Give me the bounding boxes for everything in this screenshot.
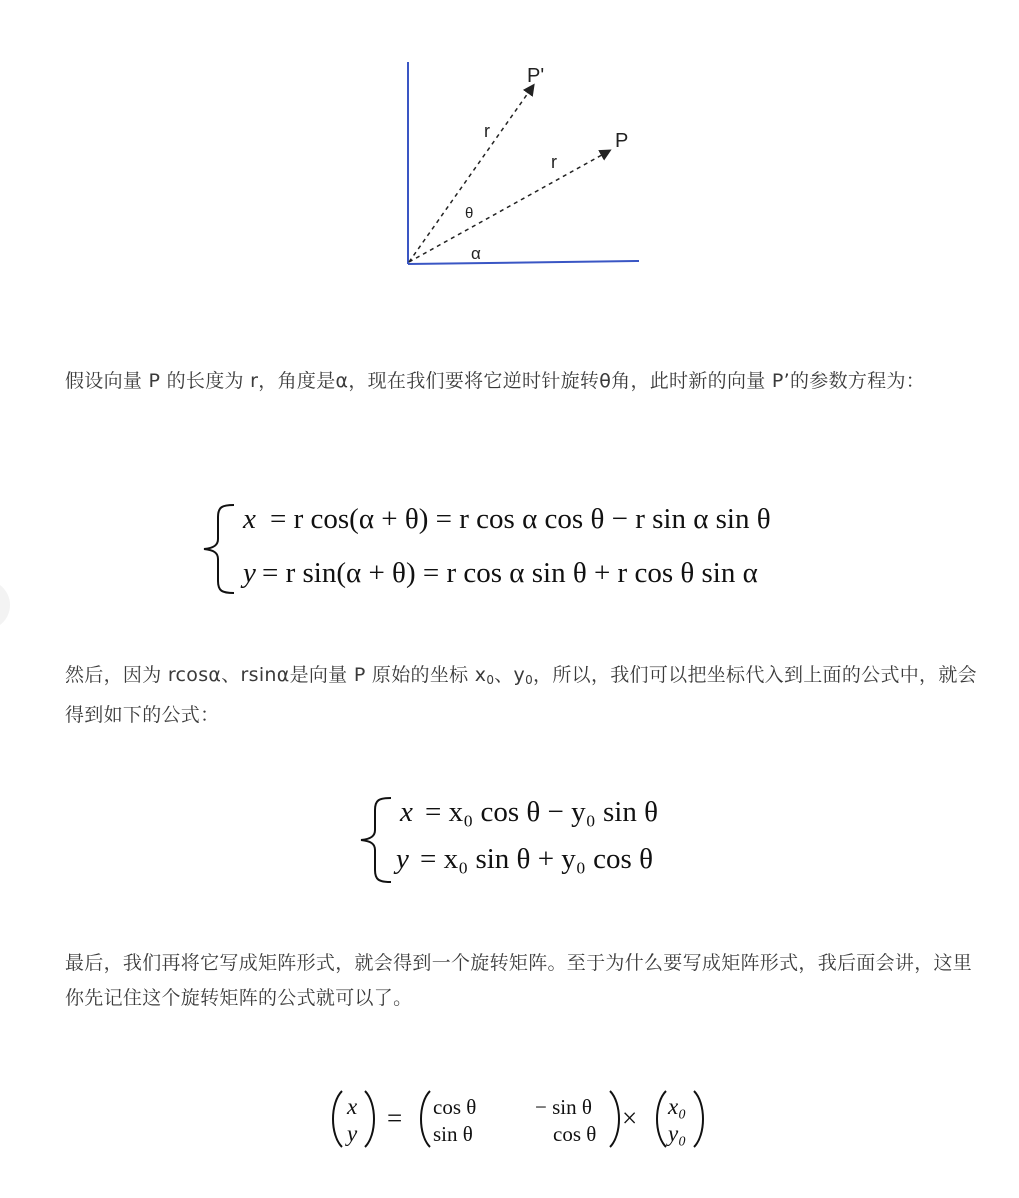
eq1-line2-rest: = r sin(α + θ) = r cos α sin θ + r cos θ sin α bbox=[262, 557, 758, 589]
times-sign: × bbox=[622, 1103, 638, 1133]
eq2-line1-var: x bbox=[400, 796, 413, 828]
label-alpha: α bbox=[471, 244, 481, 263]
label-r-upper: r bbox=[484, 121, 490, 141]
brace-left bbox=[204, 505, 234, 593]
vector-p bbox=[409, 151, 609, 262]
rotation-diagram-svg bbox=[0, 0, 1019, 300]
matrix-m21: sin θ bbox=[433, 1122, 473, 1146]
label-theta: θ bbox=[465, 205, 474, 222]
equation-rotation-matrix bbox=[0, 1085, 1019, 1155]
eq1-line2-var: y bbox=[243, 557, 256, 589]
vec0-y: y₀ bbox=[668, 1121, 687, 1146]
eq2-line1-rest: = x₀ cos θ − y₀ sin θ bbox=[425, 796, 658, 828]
matrix-m12: − sin θ bbox=[535, 1095, 592, 1119]
paren-right-3 bbox=[694, 1091, 703, 1147]
matrix-m11: cos θ bbox=[433, 1095, 477, 1119]
vec-y: y bbox=[347, 1121, 358, 1146]
paragraph-intro: 假设向量 P 的长度为 r，角度是α，现在我们要将它逆时针旋转θ角，此时新的向量 P’的参数方程为： bbox=[65, 370, 926, 392]
equation-coordinates bbox=[0, 790, 1019, 890]
vec-x: x bbox=[347, 1094, 358, 1119]
eq1-line1-var: x bbox=[243, 503, 256, 535]
brace-left-2 bbox=[361, 798, 391, 882]
x-axis bbox=[408, 261, 639, 264]
equals-sign: = bbox=[387, 1103, 403, 1133]
label-p-prime: P' bbox=[527, 65, 545, 87]
matrix-m22: cos θ bbox=[553, 1122, 597, 1146]
eq2-line2-rest: = x₀ sin θ + y₀ cos θ bbox=[420, 843, 653, 875]
vec0-x: x₀ bbox=[668, 1094, 687, 1119]
paren-right-2 bbox=[610, 1091, 619, 1147]
label-p: P bbox=[615, 130, 629, 152]
paren-right-1 bbox=[365, 1091, 374, 1147]
rotation-diagram bbox=[0, 0, 1019, 300]
eq2-line2-var: y bbox=[396, 843, 409, 875]
paren-left-2 bbox=[421, 1091, 430, 1147]
equation-parametric bbox=[0, 495, 1019, 605]
paragraph-matrix-intro: 最后，我们再将它写成矩阵形式，就会得到一个旋转矩阵。至于为什么要写成矩阵形式，我后面会讲，这里你先记住这个旋转矩阵的公式就可以了。 bbox=[65, 952, 973, 1009]
eq1-line1-rest: = r cos(α + θ) = r cos α cos θ − r sin α sin θ bbox=[270, 503, 771, 535]
paren-left-1 bbox=[333, 1091, 342, 1147]
paren-left-3 bbox=[657, 1091, 666, 1147]
vector-p-prime bbox=[409, 86, 533, 262]
label-r-lower: r bbox=[551, 152, 557, 172]
paragraph-substitution: 然后，因为 rcosα、rsinα是向量 P 原始的坐标 $x_0$、$y_0$，所以，我们可以把坐标代入到上面的公式中，就会得到如下的公式： bbox=[65, 664, 977, 726]
